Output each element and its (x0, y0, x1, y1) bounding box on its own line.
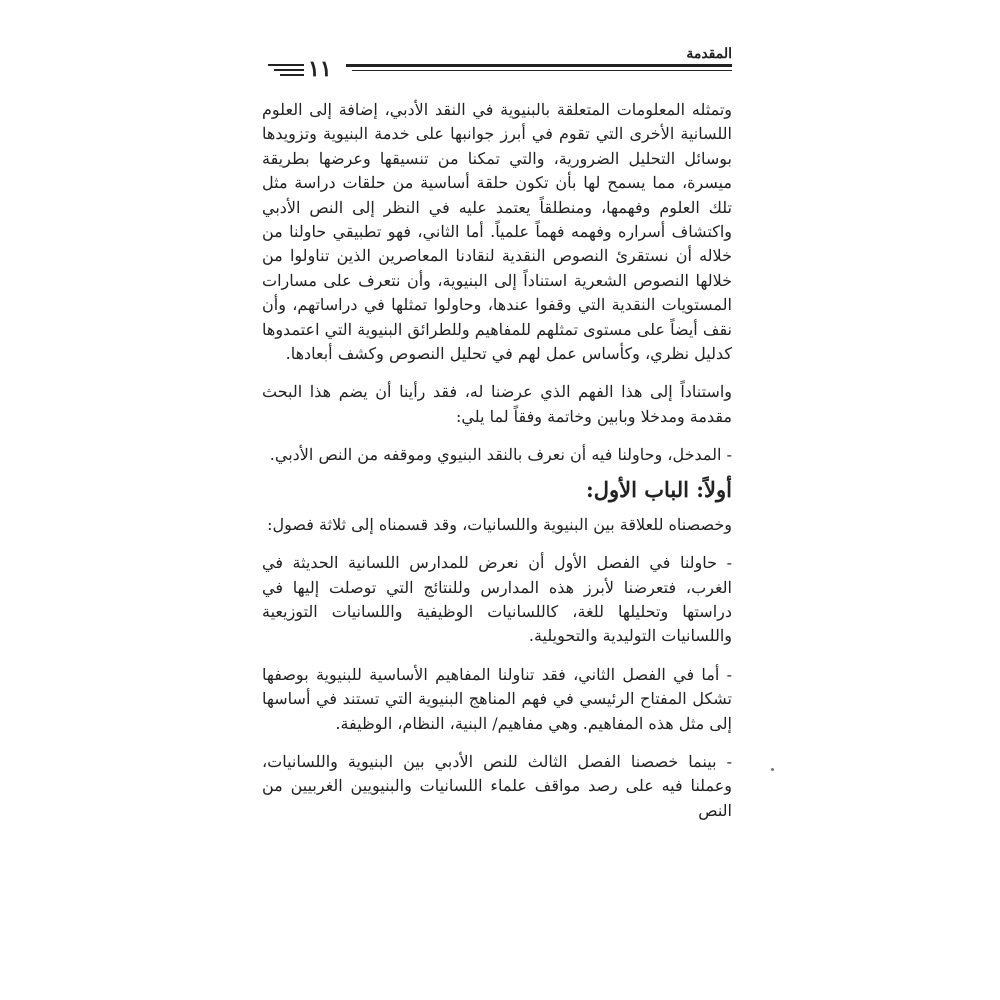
paragraph: وخصصناه للعلاقة بين البنيوية واللسانيات، وقد قسمناه إلى ثلاثة فصول: (267, 514, 732, 534)
paragraph: واستناداً إلى هذا الفهم الذي عرضنا له، فقد رأينا أن يضم هذا البحث مقدمة ومدخلا وبابين وخاتمة وفقاً لما يلي: (262, 382, 732, 426)
rule-line (280, 74, 304, 76)
rule-line (274, 69, 304, 71)
rule-line (268, 64, 304, 66)
page-number: ١١ (308, 56, 332, 82)
paragraph: - المدخل، وحاولنا فيه أن نعرف بالنقد البنيوي وموقفه من النص الأدبي. (269, 445, 732, 465)
list-item: - أما في الفصل الثاني، فقد تناولنا المفاهيم الأساسية للبنيوية بوصفها تشكل المفتاح الرئيسي في فهم المناهج البنيوية التي تستند في أساسها إلى مثل هذه المفاهيم. وهي مفاهيم/ البنية، النظام، الوظيفة. (262, 664, 733, 733)
page-number-rules (268, 64, 304, 79)
ink-speck (771, 768, 774, 771)
book-page (262, 40, 732, 970)
page-body (262, 98, 732, 837)
paragraph: وتمثله المعلومات المتعلقة بالبنيوية في النقد الأدبي، إضافة إلى العلوم اللسانية الأخرى التي تقوم في أبرز جوانبها على خدمة البنيوية وتزويدها بوسائل التحليل الضرورية، والتي تمكنا من تنسيقها وعرضها بطريقة ميسرة، مما يسمح لها بأن تكون حلقة أساسية من حلقات دراسة مثل تلك العلوم وفهمها، ومنطلقاً يعتمد عليه في النظر إلى النص الأدبي واكتشاف أسراره وفهمه فهماً علمياً. أما الثاني، فهو تطبيقي حاولنا من خلاله أن نستقرئ النصوص النقدية لنقادنا المعاصرين الذين تناولوا من خلالها النصوص الشعرية استناداً إلى البنيوية، وأن نتعرف على مسارات المستويات النقدية التي وقفوا عندها، وحاولوا تمثلها في دراساتهم، وأن نقف أيضاً على مستوى تمثلهم للمفاهيم وللطرائق البنيوية التي اعتمدوها كدليل نظري، وكأساس عمل لهم في تحليل النصوص وكشف أبعادها. (262, 100, 733, 364)
section-heading: أولاً: الباب الأول: (585, 476, 732, 502)
header-rule-thin (352, 70, 732, 71)
header-rule (346, 64, 732, 67)
list-item: - حاولنا في الفصل الأول أن نعرض للمدارس اللسانية الحديثة في الغرب، فتعرضنا لأبرز هذه المدارس وللنتائج التي توصلت إليها في دراستها وتحليلها للغة، كاللسانيات الوظيفية واللسانيات التوزيعية واللسانيات التوليدية والتحويلية. (262, 553, 732, 646)
running-title: المقدمة (686, 46, 732, 62)
list-item: - بينما خصصنا الفصل الثالث للنص الأدبي بين البنيوية واللسانيات، وعملنا فيه على رصد مواقف علماء اللسانيات والبنيويين الغربيين من النص (262, 751, 732, 820)
